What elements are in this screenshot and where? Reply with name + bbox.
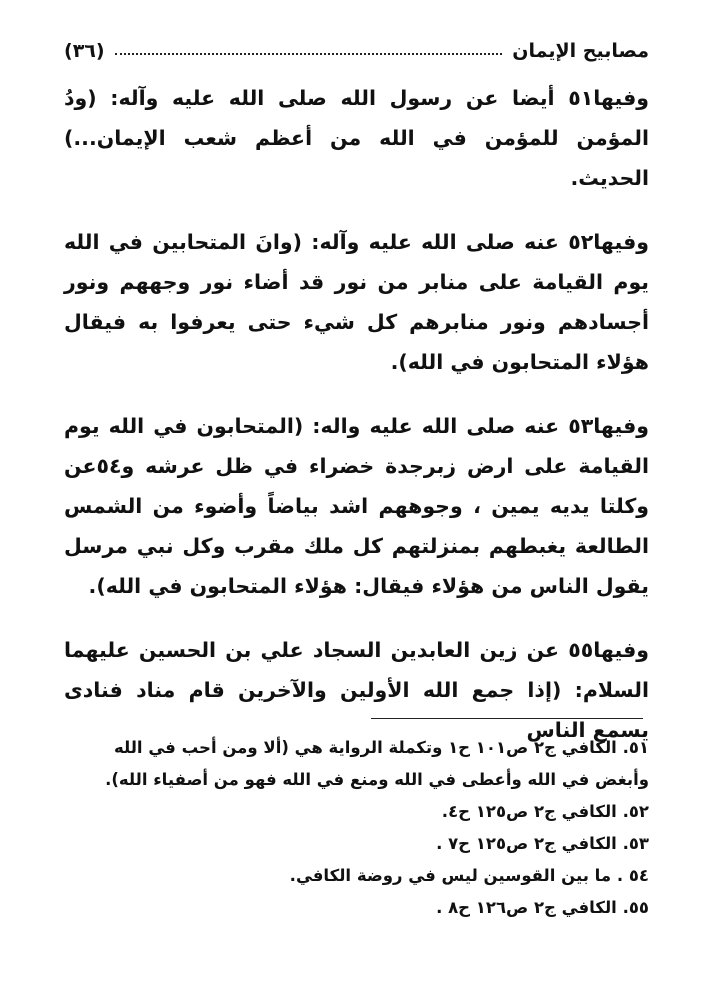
main-text [64, 78, 649, 774]
book-title: مصابيح الإيمان [512, 40, 649, 62]
footnote-55: ٥٥. الكافي ج٢ ص١٢٦ ح٨ . [436, 898, 649, 917]
paragraph-51: وفيها٥١ أيضا عن رسول الله صلى الله عليه وآله: (ودُ المؤمن للمؤمن في الله من أعظم شعب الإيمان...) الحديث. [64, 86, 649, 190]
footnote-53: ٥٣. الكافي ج٢ ص١٢٥ ح٧ . [436, 834, 649, 853]
footnote-separator [371, 718, 643, 719]
paragraph-53: وفيها٥٣ عنه صلى الله عليه واله: (المتحابون في الله يوم القيامة على ارض زبرجدة خضراء في ظل عرشه و٥٤عن وكلتا يديه يمين ، وجوههم اشد بياضاً وأضوء من الشمس الطالعة يغبطهم بمنزلتهم كل ملك مقرب وكل نبي مرسل يقول الناس من هؤلاء فيقال: هؤلاء المتحابون في الله). [64, 414, 649, 598]
footnotes [64, 732, 649, 924]
footnote-51: ٥١. الكافي ج٢ ص١٠١ ح١ وتكملة الرواية هي (ألا ومن أحب في الله وأبغض في الله وأعطى في الله ومنع في الله فهو من أصفياء الله). [105, 738, 649, 789]
paragraph-55: وفيها٥٥ عن زين العابدين السجاد علي بن الحسين عليهما السلام: (إذا جمع الله الأولين والآخرين قام مناد فنادى يسمع الناس [64, 638, 649, 742]
page-number: (٣٦) [64, 40, 105, 62]
footnote-54: ٥٤ . ما بين القوسين ليس في روضة الكافي. [289, 866, 649, 885]
paragraph-52: وفيها٥٢ عنه صلى الله عليه وآله: (وانَ المتحابين في الله يوم القيامة على منابر من نور قد أضاء نور وجههم ونور أجسادهم ونور منابرهم كل شيء حتى يعرفوا به فيقال هؤلاء المتحابون في الله). [64, 230, 649, 374]
page-header [64, 28, 649, 62]
header-dot-leader [115, 53, 503, 55]
footnote-52: ٥٢. الكافي ج٢ ص١٢٥ ح٤. [441, 802, 649, 821]
